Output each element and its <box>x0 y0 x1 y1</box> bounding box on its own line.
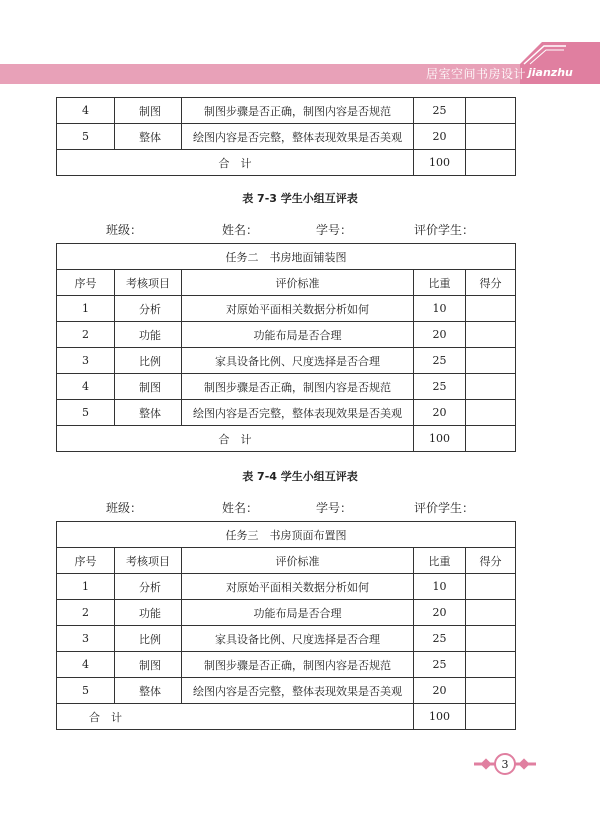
header-tag-text: jianzhu <box>528 66 573 79</box>
table-caption: 表 7-3 学生小组互评表 <box>242 192 358 205</box>
table-header-row <box>57 548 516 574</box>
cell-criterion: 绘图内容是否完整，整体表现效果是否美观 <box>182 400 414 426</box>
cell-no: 1 <box>57 296 115 322</box>
total-label: 合 计 <box>57 704 414 730</box>
table-row <box>57 400 516 426</box>
header-no: 序号 <box>57 548 115 574</box>
task-title: 任务三 书房顶面布置图 <box>57 522 516 548</box>
header-no: 序号 <box>57 270 115 296</box>
evaluation-table <box>56 521 516 730</box>
cell-criterion: 对原始平面相关数据分析如何 <box>182 296 414 322</box>
table-row <box>57 678 516 704</box>
cell-no: 3 <box>57 348 115 374</box>
cell-no: 2 <box>57 322 115 348</box>
cell-item: 比例 <box>115 348 182 374</box>
cell-item: 分析 <box>115 296 182 322</box>
cell-criterion: 绘图内容是否完整，整体表现效果是否美观 <box>182 678 414 704</box>
cell-item: 功能 <box>115 322 182 348</box>
cell-item: 整体 <box>115 400 182 426</box>
cell-criterion: 对原始平面相关数据分析如何 <box>182 574 414 600</box>
cell-no: 5 <box>57 400 115 426</box>
total-score <box>466 150 516 176</box>
cell-criterion: 制图步骤是否正确，制图内容是否规范 <box>182 98 414 124</box>
student-id-label: 学号： <box>316 501 353 515</box>
cell-score <box>466 322 516 348</box>
header-criterion: 评价标准 <box>182 548 414 574</box>
cell-no: 1 <box>57 574 115 600</box>
cell-score <box>466 374 516 400</box>
header-score: 得分 <box>466 548 516 574</box>
cell-item: 比例 <box>115 626 182 652</box>
cell-weight: 25 <box>414 98 466 124</box>
cell-weight: 25 <box>414 348 466 374</box>
table-caption: 表 7-4 学生小组互评表 <box>242 470 358 483</box>
cell-item: 功能 <box>115 600 182 626</box>
table-row <box>57 600 516 626</box>
cell-item: 制图 <box>115 374 182 400</box>
cell-score <box>466 652 516 678</box>
cell-no: 5 <box>57 678 115 704</box>
cell-weight: 20 <box>414 678 466 704</box>
cell-weight: 20 <box>414 124 466 150</box>
cell-score <box>466 348 516 374</box>
cell-no: 4 <box>57 98 115 124</box>
cell-criterion: 家具设备比例、尺度选择是否合理 <box>182 348 414 374</box>
name-label: 姓名： <box>222 501 259 515</box>
table-total-row <box>57 150 516 176</box>
table-header-row <box>57 270 516 296</box>
table-row <box>57 374 516 400</box>
total-value: 100 <box>414 704 466 730</box>
total-value: 100 <box>414 426 466 452</box>
cell-no: 4 <box>57 374 115 400</box>
evaluator-label: 评价学生： <box>414 501 475 515</box>
task-title-row <box>57 522 516 548</box>
cell-item: 分析 <box>115 574 182 600</box>
cell-criterion: 制图步骤是否正确，制图内容是否规范 <box>182 652 414 678</box>
total-label: 合 计 <box>57 150 414 176</box>
cell-weight: 20 <box>414 600 466 626</box>
cell-criterion: 制图步骤是否正确，制图内容是否规范 <box>182 374 414 400</box>
page-number: 3 <box>501 758 509 771</box>
page-number-badge <box>470 752 540 776</box>
cell-weight: 10 <box>414 574 466 600</box>
cell-score <box>466 296 516 322</box>
total-score <box>466 426 516 452</box>
cell-item: 制图 <box>115 652 182 678</box>
cell-criterion: 家具设备比例、尺度选择是否合理 <box>182 626 414 652</box>
header-weight: 比重 <box>414 270 466 296</box>
total-label: 合 计 <box>57 426 414 452</box>
table-total-row <box>57 704 516 730</box>
table-row <box>57 626 516 652</box>
table-row <box>57 322 516 348</box>
cell-score <box>466 98 516 124</box>
cell-weight: 10 <box>414 296 466 322</box>
total-value: 100 <box>414 150 466 176</box>
cell-score <box>466 626 516 652</box>
cell-score <box>466 124 516 150</box>
name-label: 姓名： <box>222 223 259 237</box>
cell-item: 制图 <box>115 98 182 124</box>
header-score: 得分 <box>466 270 516 296</box>
table-row <box>57 124 516 150</box>
table-row <box>57 296 516 322</box>
cell-score <box>466 574 516 600</box>
table-row <box>57 348 516 374</box>
cell-criterion: 功能布局是否合理 <box>182 600 414 626</box>
header-weight: 比重 <box>414 548 466 574</box>
total-score <box>466 704 516 730</box>
table-row <box>57 652 516 678</box>
cell-criterion: 功能布局是否合理 <box>182 322 414 348</box>
header-item: 考核项目 <box>115 548 182 574</box>
cell-score <box>466 600 516 626</box>
cell-criterion: 绘图内容是否完整，整体表现效果是否美观 <box>182 124 414 150</box>
task-title-row <box>57 244 516 270</box>
cell-weight: 25 <box>414 374 466 400</box>
cell-item: 整体 <box>115 124 182 150</box>
evaluation-table <box>56 243 516 452</box>
cell-item: 整体 <box>115 678 182 704</box>
cell-score <box>466 678 516 704</box>
cell-weight: 20 <box>414 322 466 348</box>
cell-no: 3 <box>57 626 115 652</box>
cell-no: 5 <box>57 124 115 150</box>
header-title: 居室空间书房设计 <box>425 67 526 81</box>
task-title: 任务二 书房地面铺装图 <box>57 244 516 270</box>
cell-no: 4 <box>57 652 115 678</box>
class-label: 班级： <box>106 223 143 237</box>
cell-weight: 25 <box>414 626 466 652</box>
header-criterion: 评价标准 <box>182 270 414 296</box>
cell-no: 2 <box>57 600 115 626</box>
cell-score <box>466 400 516 426</box>
cell-weight: 25 <box>414 652 466 678</box>
cell-weight: 20 <box>414 400 466 426</box>
table-row <box>57 574 516 600</box>
evaluator-label: 评价学生： <box>414 223 475 237</box>
class-label: 班级： <box>106 501 143 515</box>
table-row <box>57 98 516 124</box>
student-id-label: 学号： <box>316 223 353 237</box>
header-item: 考核项目 <box>115 270 182 296</box>
table-total-row <box>57 426 516 452</box>
table-continued <box>56 97 516 176</box>
